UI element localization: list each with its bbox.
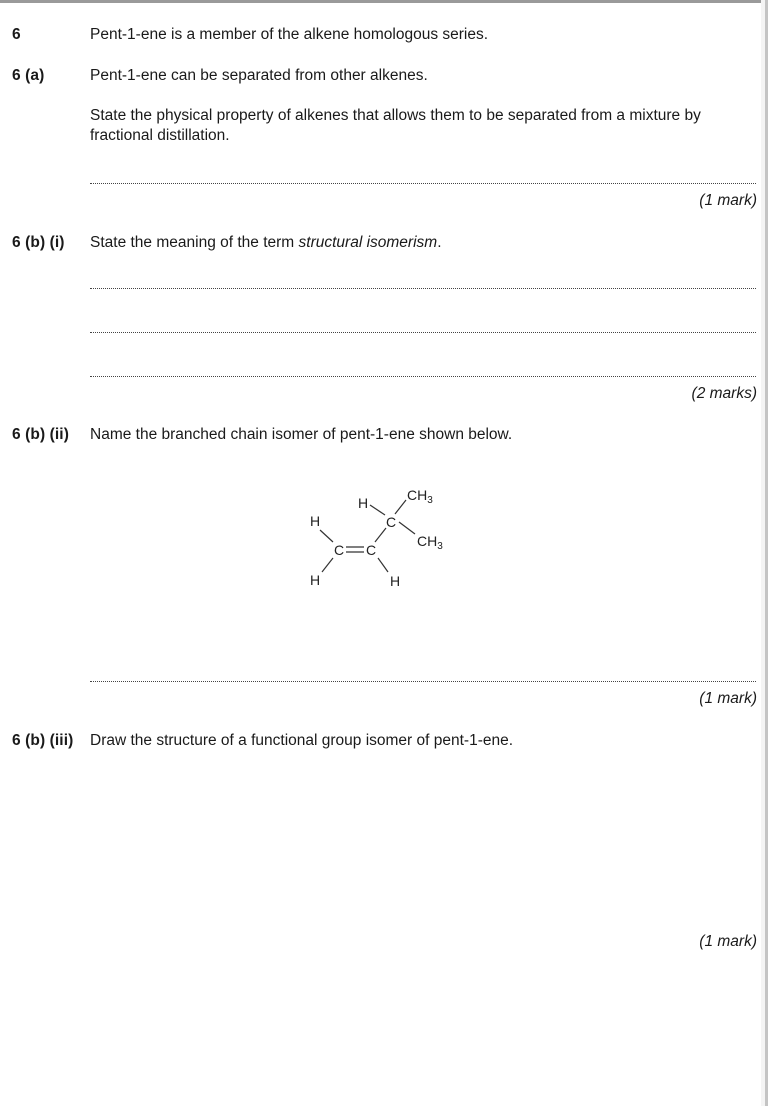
- part-b-iii-label: 6 (b) (iii): [12, 732, 74, 749]
- atom-c1: C: [334, 542, 345, 558]
- part-a-text2: State the physical property of alkenes that allows them to be separated from a mixture by fractional distillation.: [90, 107, 701, 144]
- drawing-answer-area[interactable]: [90, 760, 756, 925]
- part-b-iii-text: Draw the structure of a functional group isomer of pent-1-ene.: [90, 732, 514, 749]
- answer-line-b-i-2[interactable]: [90, 332, 756, 333]
- atom-h-c1-top: H: [310, 513, 321, 529]
- answer-line-b-i-3[interactable]: [90, 376, 756, 377]
- answer-line-a-1[interactable]: [90, 183, 756, 184]
- answer-line-b-i-1[interactable]: [90, 288, 756, 289]
- bond-h-c2: [378, 558, 388, 572]
- part-b-i-label: 6 (b) (i): [12, 234, 65, 251]
- atom-h-c2: H: [390, 573, 401, 589]
- part-b-ii-label: 6 (b) (ii): [12, 426, 69, 443]
- bond-h-c1-bottom: [322, 558, 333, 572]
- atom-c3: C: [386, 514, 397, 530]
- part-b-i-text-suffix: .: [437, 234, 442, 251]
- part-a-label: 6 (a): [12, 67, 45, 84]
- atom-ch3-lower: $CH_3$: [417, 533, 443, 552]
- question-intro: Pent-1-ene is a member of the alkene homologous series.: [90, 26, 489, 43]
- part-b-i-term: structural isomerism: [298, 234, 438, 251]
- page-top-border: [0, 0, 768, 3]
- question-number: 6: [12, 26, 21, 43]
- part-b-i-marks: (2 marks): [691, 385, 757, 402]
- atom-c2: C: [366, 542, 377, 558]
- part-a-marks: (1 mark): [699, 192, 757, 209]
- bond-h-c1-top: [320, 530, 333, 542]
- answer-line-b-ii-1[interactable]: [90, 681, 756, 682]
- atom-ch3-upper: $CH_3$: [407, 487, 433, 506]
- bond-h-c3: [370, 505, 385, 515]
- atom-h-c3: H: [358, 495, 369, 511]
- atom-h-c1-bottom: H: [310, 572, 321, 588]
- bond-c3-ch3-lower: [399, 522, 415, 534]
- structural-formula-3-methylbut-1-ene: [300, 478, 470, 593]
- part-b-iii-marks: (1 mark): [699, 933, 757, 950]
- part-b-ii-text: Name the branched chain isomer of pent-1-ene shown below.: [90, 426, 513, 443]
- part-b-ii-marks: (1 mark): [699, 690, 757, 707]
- part-b-i-text-prefix: State the meaning of the term: [90, 234, 299, 251]
- part-a-text1: Pent-1-ene can be separated from other alkenes.: [90, 67, 428, 84]
- bond-c3-ch3-upper: [395, 500, 406, 514]
- part-b-i-text: [90, 233, 442, 253]
- bond-c2-c3: [375, 528, 386, 542]
